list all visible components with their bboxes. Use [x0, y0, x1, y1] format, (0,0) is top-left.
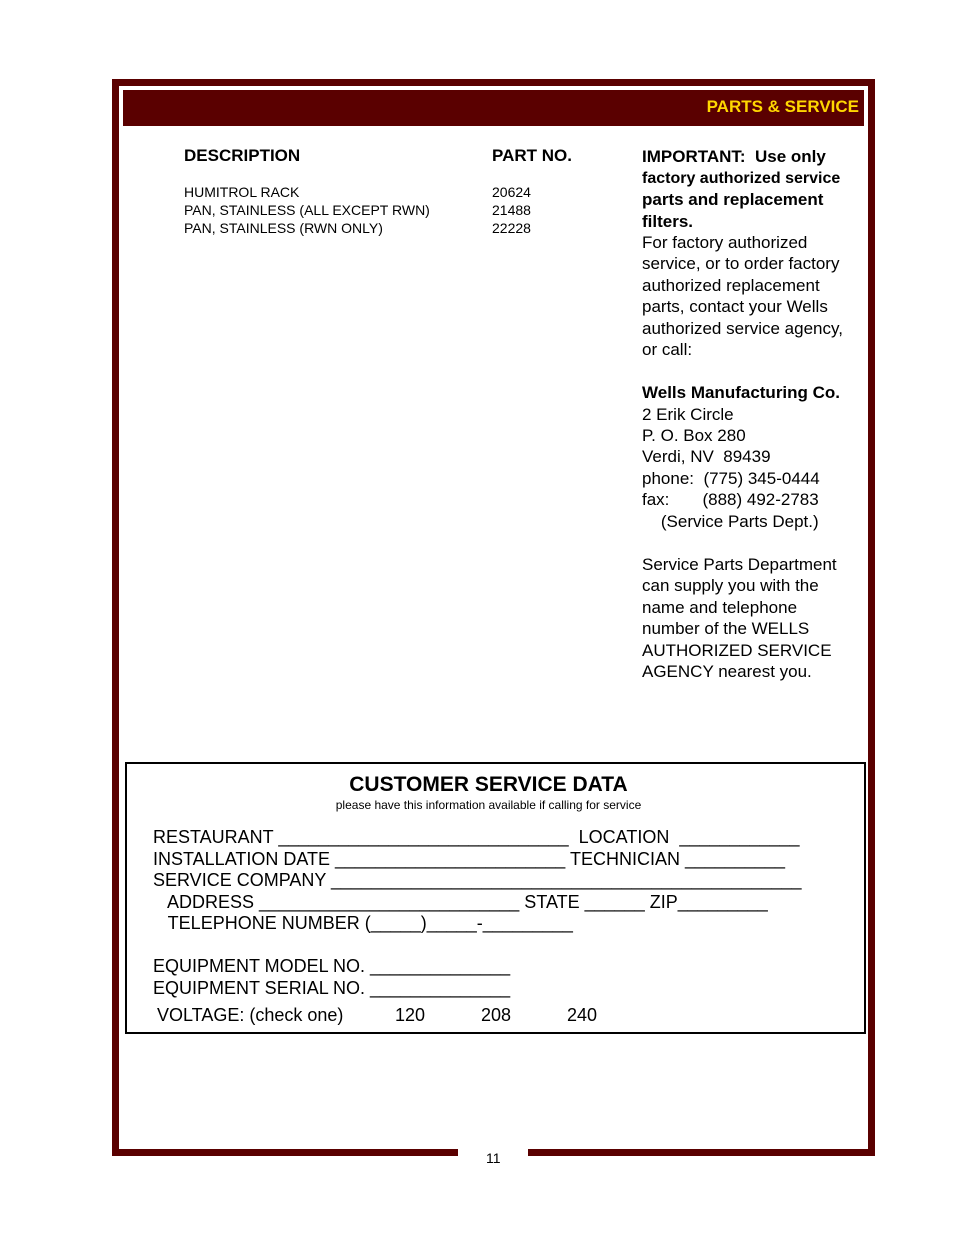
- part-number: 22228: [492, 220, 531, 236]
- contact-fax: fax: (888) 492-2783: [642, 490, 819, 509]
- company-name: Wells Manufacturing Co.: [642, 383, 841, 402]
- important-body-line: authorized replacement: [642, 276, 820, 295]
- customer-service-data-box: [125, 762, 866, 1034]
- important-line: filters.: [642, 212, 694, 231]
- part-number: 21488: [492, 202, 531, 218]
- voltage-option-240: 240: [567, 1005, 598, 1025]
- important-body-line: authorized service agency,: [642, 319, 843, 338]
- contact-phone: phone: (775) 345-0444: [642, 469, 820, 488]
- service-note-line: Service Parts Department: [642, 555, 837, 574]
- section-title: PARTS & SERVICE: [706, 97, 859, 116]
- service-company-field: SERVICE COMPANY _______________________________________________: [153, 870, 802, 890]
- voltage-label: VOLTAGE: (check one): [157, 1005, 344, 1025]
- important-line: factory authorized service: [642, 170, 841, 187]
- part-number: 20624: [492, 184, 531, 200]
- frame-left: [112, 79, 119, 1156]
- installation-technician-field: INSTALLATION DATE _______________________ TECHNICIAN __________: [153, 849, 786, 869]
- important-body-line: service, or to order factory: [642, 254, 840, 273]
- important-line: IMPORTANT: Use only: [642, 147, 826, 166]
- important-body-line: or call:: [642, 340, 693, 359]
- service-note-line: name and telephone: [642, 598, 798, 617]
- service-note-line: AUTHORIZED SERVICE: [642, 641, 832, 660]
- part-description: HUMITROL RACK: [184, 184, 300, 200]
- contact-line: (Service Parts Dept.): [642, 512, 819, 531]
- contact-line: Verdi, NV 89439: [642, 447, 771, 466]
- frame-top: [112, 79, 875, 86]
- telephone-field: TELEPHONE NUMBER (_____)_____-_________: [153, 913, 573, 933]
- equipment-serial-field: EQUIPMENT SERIAL NO. ______________: [153, 978, 511, 998]
- voltage-option-120: 120: [395, 1005, 426, 1025]
- service-note-line: can supply you with the: [642, 576, 819, 595]
- important-line: parts and replacement: [642, 190, 824, 209]
- address-field: ADDRESS __________________________ STATE ______ ZIP_________: [153, 892, 768, 912]
- frame-bottom-right: [528, 1149, 875, 1156]
- contact-line: P. O. Box 280: [642, 426, 746, 445]
- description-column-header: DESCRIPTION: [184, 146, 301, 165]
- csd-title: CUSTOMER SERVICE DATA: [349, 773, 628, 796]
- section-header-bar: [123, 90, 864, 126]
- part-description: PAN, STAINLESS (ALL EXCEPT RWN): [184, 202, 430, 218]
- service-note-line: number of the WELLS: [642, 619, 810, 638]
- important-body-line: parts, contact your Wells: [642, 297, 828, 316]
- page-number: 11: [486, 1150, 501, 1166]
- voltage-option-208: 208: [481, 1005, 512, 1025]
- equipment-model-field: EQUIPMENT MODEL NO. ______________: [153, 956, 511, 976]
- contact-line: 2 Erik Circle: [642, 405, 734, 424]
- part-description: PAN, STAINLESS (RWN ONLY): [184, 220, 383, 236]
- service-note-line: AGENCY nearest you.: [642, 662, 812, 681]
- important-body-line: For factory authorized: [642, 233, 808, 252]
- csd-subtitle: please have this information available if calling for service: [335, 798, 642, 812]
- frame-bottom-left: [112, 1149, 458, 1156]
- restaurant-location-field: RESTAURANT _____________________________ LOCATION ____________: [153, 827, 800, 847]
- frame-right: [868, 79, 875, 1156]
- part-no-column-header: PART NO.: [492, 146, 572, 165]
